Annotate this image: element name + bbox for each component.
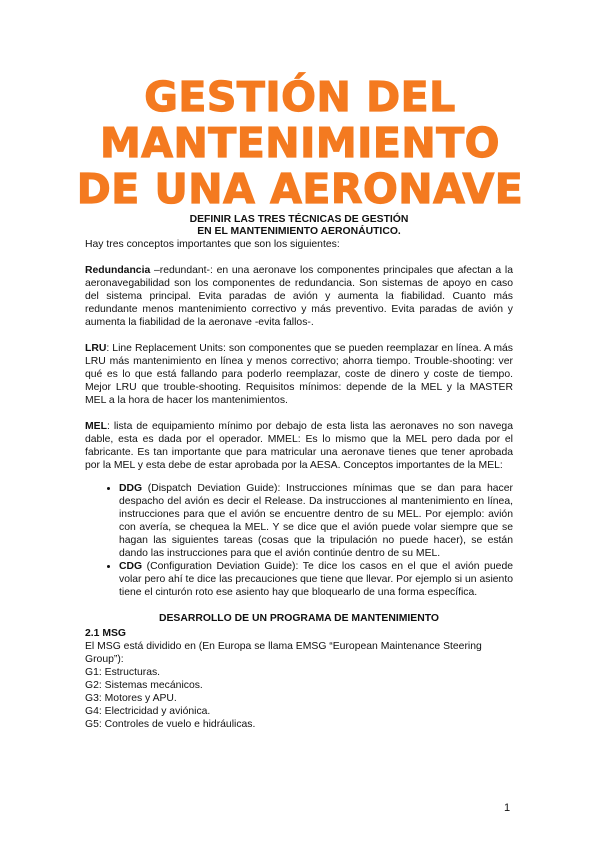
mel-term: MEL (85, 421, 107, 432)
subsection-heading: 2.1 MSG (85, 628, 126, 639)
mel-concepts-list (85, 482, 513, 599)
title-line-3: DE UNA AERONAVE (76, 165, 524, 213)
msg-intro: El MSG está dividido en (En Europa se llama EMSG “European Maintenance Steering Group”): (85, 641, 482, 665)
redundancia-text: –redundant-: en una aeronave los componentes principales que afectan a la aeronavegabilidad son los componentes de redundancia. Son sistemas de apoyo en caso del sistema principal. Evita paradas de avión y aumenta la fiabilidad. Cuanto más redundante menos mantenimiento correctivo y más preventivo. Evita paradas de avión y aumenta la fiabilidad de la aeronave -evita fallos-. (85, 265, 513, 328)
document-title (0, 74, 600, 212)
lru-text: : Line Replacement Units: son componentes que se pueden reemplazar en línea. A más LRU más mantenimiento en línea y menos correctivo; ahorra tiempo. Trouble-shooting: ver qué es lo que está fallando para poderlo reemplazar, coste de dinero y coste de tiempo. Mejor LRU que trouble-shooting. Requisitos mínimos: depende de la MEL y la MASTER MEL a la hora de hacer los mantenimientos. (85, 343, 513, 406)
group-item: G1: Estructuras. (85, 667, 161, 678)
ddg-text: (Dispatch Deviation Guide): Instrucciones mínimas que se dan para hacer despacho del avión es decir el Release. Da instrucciones al mantenimiento en línea, instrucciones para que el avión se encuentre dentro de su MEL. Por ejemplo: avión con avería, se chequea la MEL. Y se dice que el avión puede volar siempre que se hagan las siguientes tareas (cosas que la tripulación no puede hacer), se están dando las instrucciones para que el avión continúe dentro de su MEL. (119, 483, 513, 559)
lru-paragraph (85, 342, 513, 407)
subheading-line-2: EN EL MANTENIMIENTO AERONÁUTICO. (197, 226, 401, 237)
intro-paragraph: Hay tres conceptos importantes que son los siguientes: (85, 239, 340, 250)
cdg-term: CDG (119, 561, 143, 572)
page-number: 1 (504, 802, 511, 814)
lru-term: LRU (85, 343, 107, 354)
redundancia-term: Redundancia (85, 265, 151, 276)
subheading-line-1: DEFINIR LAS TRES TÉCNICAS DE GESTIÓN (189, 214, 409, 225)
group-item: G3: Motores y APU. (85, 693, 177, 704)
ddg-term: DDG (119, 483, 143, 494)
mel-paragraph (85, 420, 513, 472)
list-item-ddg (119, 482, 513, 560)
group-item: G2: Sistemas mecánicos. (85, 680, 203, 691)
subheading (85, 214, 513, 238)
title-line-1: GESTIÓN DEL (144, 73, 456, 121)
mel-text: : lista de equipamiento mínimo por debajo de esta lista las aeronaves no son navega dable, esta es dada por el operador. MMEL: Es lo mismo que la MEL pero dada por el fabricante. Es tan importante que para matricular una aeronave tienes que tener aprobada por la MEL y esta debe de estar aprobada por la AESA. Conceptos importantes de la MEL: (85, 421, 513, 471)
list-item-cdg (119, 560, 513, 599)
document-body (85, 214, 513, 731)
cdg-text: (Configuration Deviation Guide): Te dice los casos en el que el avión puede volar pero ahí te dice las precauciones que tiene que llevar. Por ejemplo si un asiento tiene el cinturón roto ese asiento hay que bloquearlo de una forma específica. (119, 561, 513, 598)
title-line-2: MANTENIMIENTO (99, 119, 501, 167)
group-item: G5: Controles de vuelo e hidráulicas. (85, 719, 256, 730)
group-item: G4: Electricidad y aviónica. (85, 706, 211, 717)
redundancia-paragraph (85, 264, 513, 329)
section-heading: DESARROLLO DE UN PROGRAMA DE MANTENIMIENTO (159, 613, 439, 624)
